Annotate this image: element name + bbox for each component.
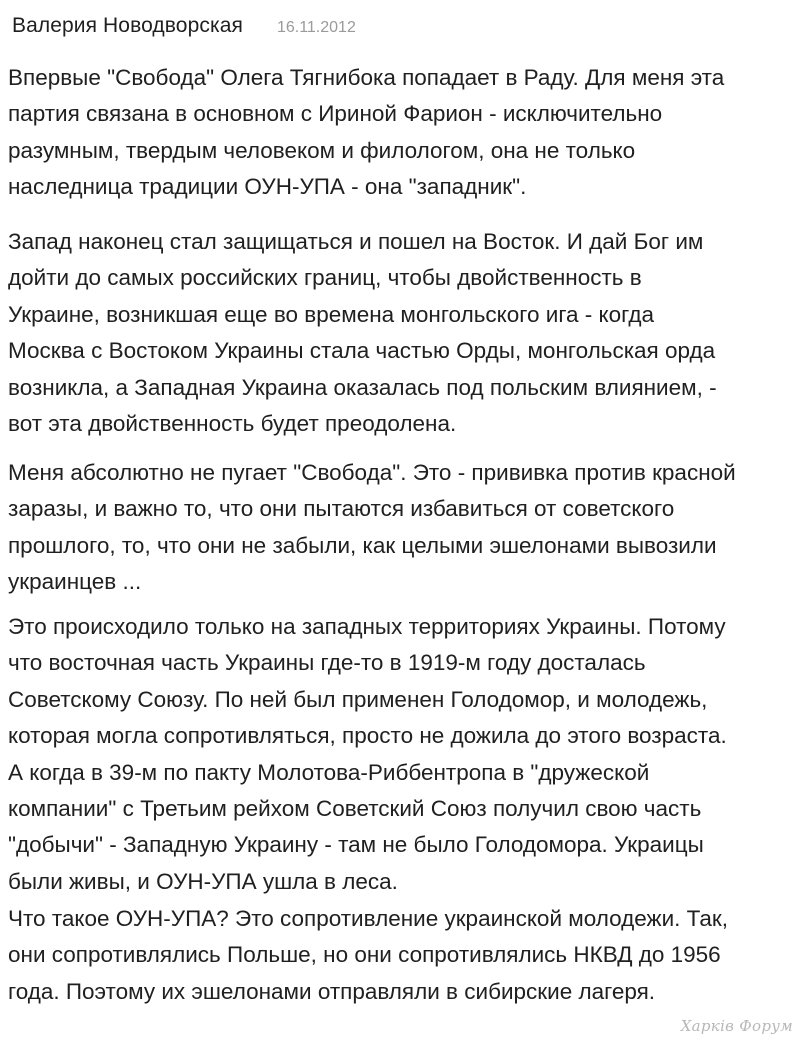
text-line: наследница традиции ОУН-УПА - она "западник". bbox=[8, 174, 527, 200]
text-line: Советскому Союзу. По ней был применен Голодомор, и молодежь, bbox=[8, 686, 708, 712]
author-name: Валерия Новодворская bbox=[12, 14, 243, 37]
paragraph-5 bbox=[8, 901, 798, 1010]
text-line: прошлого, то, что они не забыли, как целыми эшелонами вывозили bbox=[8, 532, 717, 558]
text-line: А когда в 39-м по пакту Молотова-Риббентропа в "дружеской bbox=[8, 759, 650, 785]
paragraph-2 bbox=[8, 224, 798, 442]
text-line: "добычи" - Западную Украину - там не было Голодомора. Украицы bbox=[8, 832, 704, 858]
text-line: заразы, и важно то, что они пытаются избавиться от советского bbox=[8, 496, 675, 522]
paragraph-3 bbox=[8, 455, 798, 601]
text-line: года. Поэтому их эшелонами отправляли в сибирские лагеря. bbox=[8, 978, 656, 1004]
text-line: разумным, твердым человеком и филологом, она не только bbox=[8, 137, 636, 163]
text-line: Украине, возникшая еще во времена монгольского ига - когда bbox=[8, 301, 654, 327]
text-line: компании" с Третьим рейхом Советский Союз получил свою часть bbox=[8, 796, 702, 822]
text-line: Что такое ОУН-УПА? Это сопротивление украинской молодежи. Так, bbox=[8, 906, 728, 931]
text-line: партия связана в основном с Ириной Фарион - исключительно bbox=[8, 101, 663, 127]
text-line: что восточная часть Украины где-то в 1919-м году досталась bbox=[8, 650, 646, 676]
text-line: вот эта двойственность будет преодолена. bbox=[8, 411, 457, 437]
text-line: Впервые "Свобода" Олега Тягнибока попадает в Раду. Для меня эта bbox=[8, 65, 725, 90]
text-line: были живы, и ОУН-УПА ушла в леса. bbox=[8, 868, 398, 894]
text-line: возникла, а Западная Украина оказалась под польским влиянием, - bbox=[8, 374, 717, 400]
text-line: Запад наконец стал защищаться и пошел на Восток. И дай Бог им bbox=[8, 229, 704, 254]
text-line: Меня абсолютно не пугает "Свобода". Это - прививка против красной bbox=[8, 460, 736, 485]
paragraph-1 bbox=[8, 60, 798, 206]
post-header bbox=[12, 14, 356, 42]
text-line: которая могла сопротивляться, просто не дожила до этого возраста. bbox=[8, 723, 727, 749]
text-line: дойти до самых российских границ, чтобы двойственность в bbox=[8, 265, 642, 291]
watermark: Харків Форум bbox=[680, 1017, 793, 1035]
text-line: Это происходило только на западных территориях Украины. Потому bbox=[8, 614, 726, 639]
text-line: украинцев ... bbox=[8, 569, 142, 595]
post-date: 16.11.2012 bbox=[276, 19, 356, 36]
text-line: они сопротивлялись Польше, но они сопротивлялись НКВД до 1956 bbox=[8, 942, 721, 968]
paragraph-4 bbox=[8, 609, 798, 900]
text-line: Москва с Востоком Украины стала частью Орды, монгольская орда bbox=[8, 338, 716, 364]
